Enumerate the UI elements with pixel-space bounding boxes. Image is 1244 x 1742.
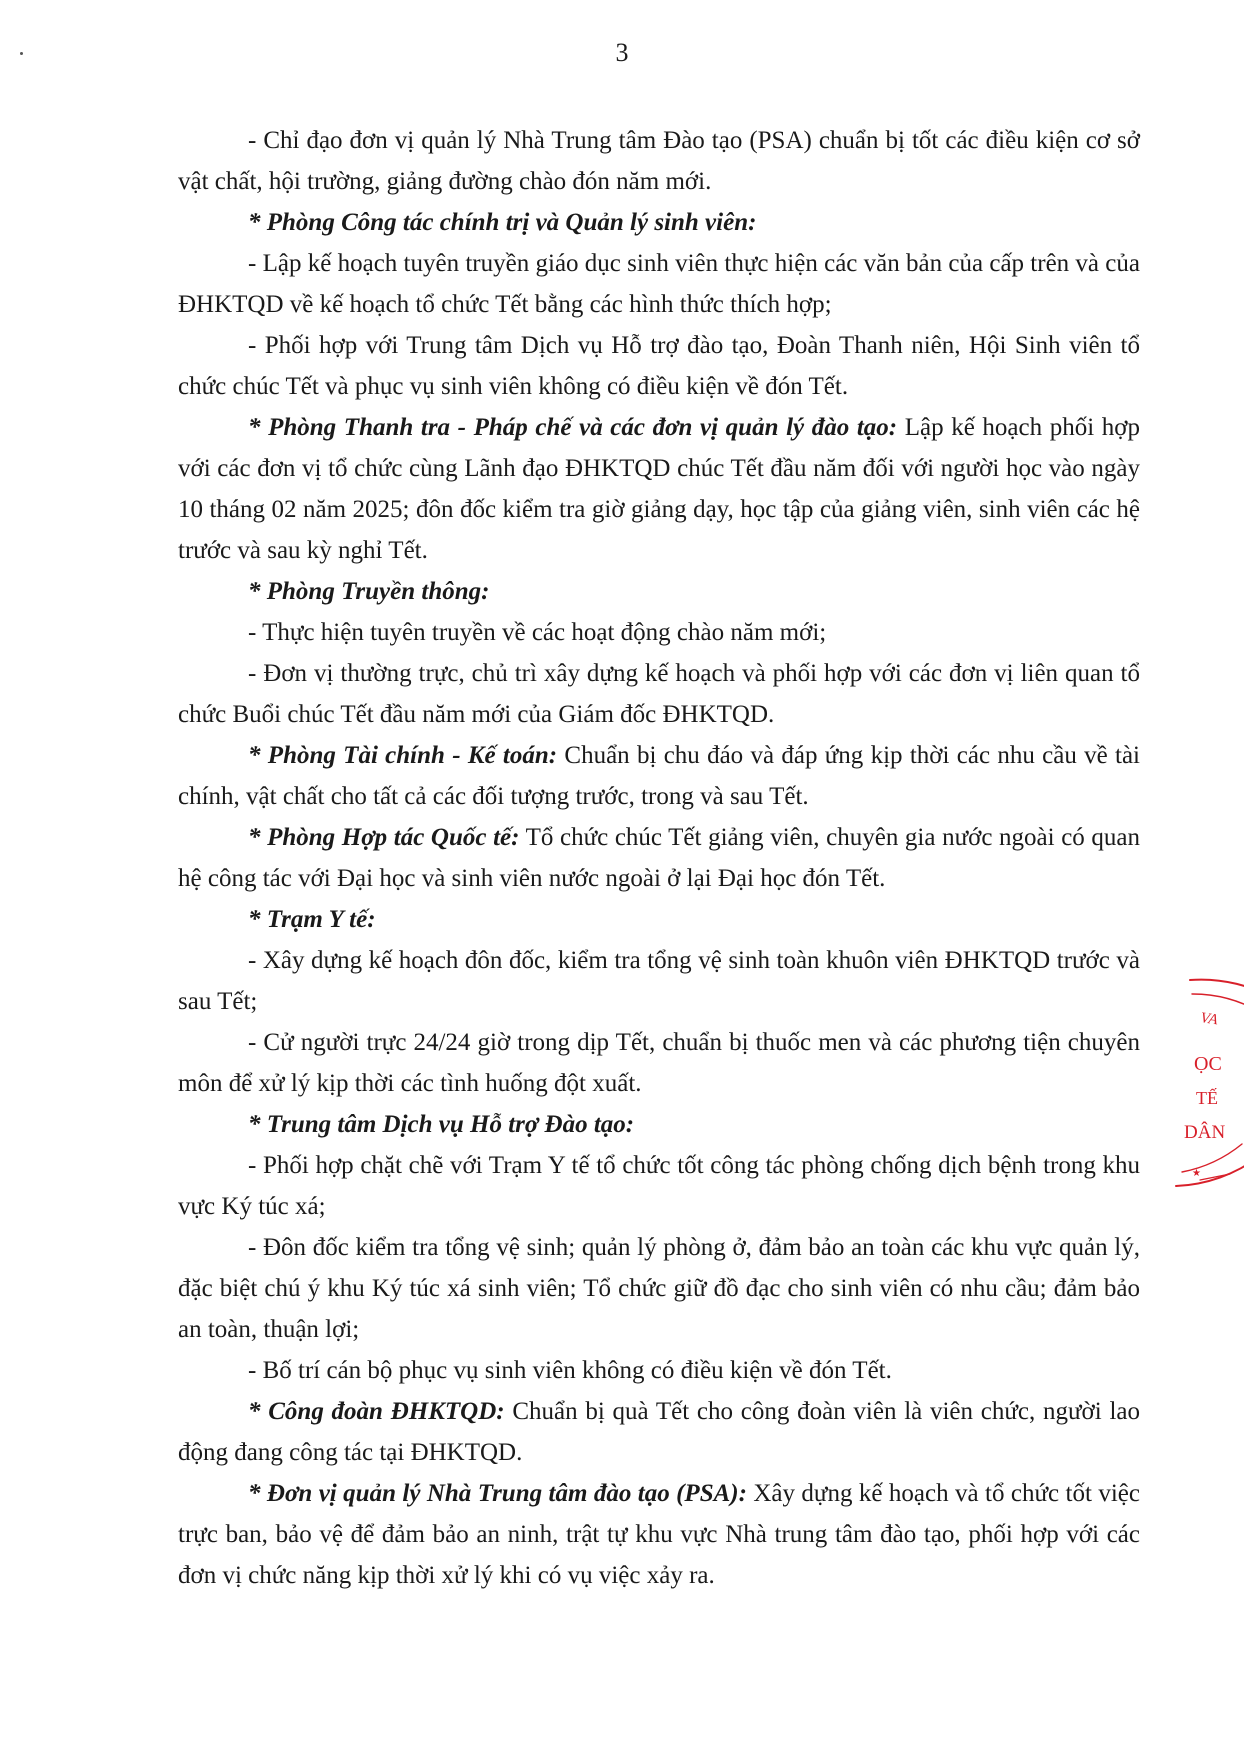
- paragraph: [178, 899, 1140, 940]
- paragraph: [178, 120, 1140, 202]
- paragraph: [178, 407, 1140, 571]
- paragraph: [178, 1473, 1140, 1596]
- paragraph: [178, 940, 1140, 1022]
- paragraph-text: - Lập kế hoạch tuyên truyền giáo dục sinh viên thực hiện các văn bản của cấp trên và của ĐHKTQD về kế hoạch tổ chức Tết bằng các hình thức thích hợp;: [178, 250, 1140, 318]
- paragraph: [178, 1104, 1140, 1145]
- seal-star: ★: [1192, 1168, 1201, 1179]
- paragraph: [178, 735, 1140, 817]
- seal-bottom-inner-arc: [1182, 1144, 1242, 1172]
- section-heading: * Phòng Hợp tác Quốc tế:: [248, 824, 520, 851]
- paragraph-text: - Đơn vị thường trực, chủ trì xây dựng kế hoạch và phối hợp với các đơn vị liên quan tổ chức Buổi chúc Tết đầu năm mới của Giám đốc ĐHKTQD.: [178, 660, 1140, 728]
- paragraph: [178, 612, 1140, 653]
- paragraph-text: - Đôn đốc kiểm tra tổng vệ sinh; quản lý phòng ở, đảm bảo an toàn các khu vực quản lý, đặc biệt chú ý khu Ký túc xá sinh viên; Tổ chức giữ đồ đạc cho sinh viên có nhu cầu; đảm bảo an toàn, thuận lợi;: [178, 1234, 1140, 1343]
- section-heading: * Phòng Thanh tra - Pháp chế và các đơn vị quản lý đào tạo:: [248, 414, 898, 441]
- paragraph: [178, 1145, 1140, 1227]
- paragraph-text: - Cử người trực 24/24 giờ trong dịp Tết, chuẩn bị thuốc men và các phương tiện chuyên môn để xử lý kịp thời các tình huống đột xuất.: [178, 1029, 1140, 1097]
- paragraph-text: - Phối hợp với Trung tâm Dịch vụ Hỗ trợ đào tạo, Đoàn Thanh niên, Hội Sinh viên tổ chức chúc Tết và phục vụ sinh viên không có điều kiện về đón Tết.: [178, 332, 1140, 400]
- seal-text-4: DÂN: [1184, 1122, 1226, 1143]
- paragraph: [178, 571, 1140, 612]
- page-number: 3: [615, 38, 629, 67]
- paragraph: [178, 1022, 1140, 1104]
- paragraph-text: Xây dựng kế hoạch và tổ chức tốt việc trực ban, bảo vệ để đảm bảo an ninh, trật tự khu vực Nhà trung tâm đào tạo, phối hợp với các đơn vị chức năng kịp thời xử lý khi có vụ việc xảy ra.: [178, 1480, 1140, 1589]
- paragraph: [178, 817, 1140, 899]
- seal-outer-arc: [1190, 980, 1244, 1002]
- paragraph-text: - Xây dựng kế hoạch đôn đốc, kiểm tra tổng vệ sinh toàn khuôn viên ĐHKTQD trước và sau Tết;: [178, 947, 1140, 1015]
- seal-text-2: ỌC: [1194, 1053, 1222, 1075]
- paragraph-text: - Phối hợp chặt chẽ với Trạm Y tế tổ chức tốt công tác phòng chống dịch bệnh trong khu vực Ký túc xá;: [178, 1152, 1140, 1220]
- section-heading: * Đơn vị quản lý Nhà Trung tâm đào tạo (PSA):: [248, 1480, 747, 1507]
- document-body: [178, 120, 1140, 1596]
- seal-text-1: VA: [1199, 1010, 1219, 1029]
- paragraph: [178, 653, 1140, 735]
- seal-inner-arc: [1192, 994, 1244, 1012]
- section-heading: * Phòng Tài chính - Kế toán:: [248, 742, 558, 769]
- paragraph: [178, 243, 1140, 325]
- official-seal-stamp: [1170, 968, 1244, 1198]
- section-heading: * Phòng Công tác chính trị và Quản lý sinh viên:: [248, 209, 757, 236]
- paragraph-text: Tổ chức chúc Tết giảng viên, chuyên gia nước ngoài có quan hệ công tác với Đại học và sinh viên nước ngoài ở lại Đại học đón Tết.: [178, 824, 1140, 892]
- paragraph-text: - Bố trí cán bộ phục vụ sinh viên không có điều kiện về đón Tết.: [248, 1357, 892, 1384]
- section-heading: * Trạm Y tế:: [248, 906, 376, 933]
- paragraph-text: Chuẩn bị chu đáo và đáp ứng kịp thời các nhu cầu về tài chính, vật chất cho tất cả các đối tượng trước, trong và sau Tết.: [178, 742, 1140, 810]
- paragraph: [178, 1350, 1140, 1391]
- paragraph: [178, 1227, 1140, 1350]
- paragraph-text: - Thực hiện tuyên truyền về các hoạt động chào năm mới;: [248, 619, 827, 646]
- paragraph-text: - Chỉ đạo đơn vị quản lý Nhà Trung tâm Đào tạo (PSA) chuẩn bị tốt các điều kiện cơ sở vật chất, hội trường, giảng đường chào đón năm mới.: [178, 127, 1140, 195]
- paragraph: [178, 1391, 1140, 1473]
- seal-text-3: TẾ: [1196, 1088, 1218, 1108]
- paragraph: [178, 202, 1140, 243]
- section-heading: * Phòng Truyền thông:: [248, 578, 490, 605]
- paragraph: [178, 325, 1140, 407]
- section-heading: * Trung tâm Dịch vụ Hỗ trợ Đào tạo:: [248, 1111, 635, 1138]
- paragraph-text: Lập kế hoạch phối hợp với các đơn vị tổ chức cùng Lãnh đạo ĐHKTQD chúc Tết đầu năm đối với người học vào ngày 10 tháng 02 năm 2025; đôn đốc kiểm tra giờ giảng dạy, học tập của giảng viên, sinh viên các hệ trước và sau kỳ nghỉ Tết.: [178, 414, 1140, 564]
- section-heading: * Công đoàn ĐHKTQD:: [248, 1398, 505, 1425]
- paragraph-text: Chuẩn bị quà Tết cho công đoàn viên là viên chức, người lao động đang công tác tại ĐHKTQD.: [178, 1398, 1140, 1466]
